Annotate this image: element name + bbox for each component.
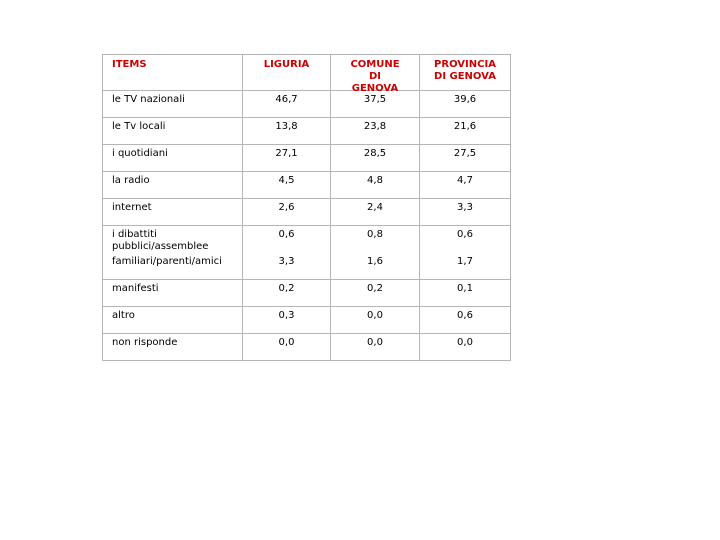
row-provincia: 0,6 (457, 229, 473, 240)
row-item: manifesti (103, 280, 243, 306)
row-liguria: 3,3 (243, 253, 331, 279)
row-provincia: 0,1 (457, 283, 473, 294)
row-provincia: 21,6 (453, 121, 477, 132)
row-item: altro (103, 307, 243, 333)
row-liguria: 27,1 (243, 145, 331, 171)
row-liguria: 0,0 (243, 334, 331, 360)
row-item-dibattiti: i dibattiti pubblici/assemblee (112, 229, 209, 252)
table-row (103, 280, 510, 307)
header-items: ITEMS (103, 55, 243, 90)
row-comune: 28,5 (331, 145, 420, 171)
table-row (103, 118, 510, 145)
row-item: internet (103, 199, 243, 225)
row-comune: 0,8 (331, 226, 420, 279)
row-comune: 2,4 (331, 199, 420, 225)
data-table (102, 54, 511, 361)
row-liguria: 46,7 (243, 91, 331, 117)
row-provincia: 4,7 (457, 175, 473, 186)
header-provincia-di-genova: PROVINCIA DI GENOVA (434, 59, 496, 82)
row-comune: 0,0 (331, 334, 420, 360)
row-comune: 1,6 (331, 253, 420, 279)
row-liguria: 0,2 (243, 280, 331, 306)
header-liguria: LIGURIA (243, 55, 331, 90)
row-provincia: 39,6 (453, 94, 477, 105)
table-row (103, 172, 510, 199)
row-comune: 0,2 (331, 280, 420, 306)
header-comune-di-genova: COMUNE DI GENOVA (331, 55, 420, 90)
table-row (103, 199, 510, 226)
row-item: le TV nazionali (103, 91, 243, 117)
table-row (103, 91, 510, 118)
table-row (103, 145, 510, 172)
row-comune: 4,8 (331, 172, 420, 198)
row-comune: 23,8 (331, 118, 420, 144)
row-comune: 0,0 (331, 307, 420, 333)
row-provincia: 0,0 (457, 337, 473, 348)
row-provincia: 27,5 (453, 148, 477, 159)
row-item: non risponde (103, 334, 243, 360)
row-comune: 37,5 (331, 91, 420, 117)
row-item-familiari: familiari/parenti/amici (103, 253, 243, 279)
row-item: la radio (103, 172, 243, 198)
row-provincia: 3,3 (457, 202, 473, 213)
row-item: i quotidiani (103, 145, 243, 171)
row-liguria: 0,6 (243, 226, 331, 279)
row-provincia: 1,7 (457, 256, 473, 267)
row-liguria: 2,6 (243, 199, 331, 225)
row-provincia: 0,6 (457, 310, 473, 321)
table-row (103, 226, 510, 280)
row-liguria: 0,3 (243, 307, 331, 333)
table-row (103, 334, 510, 360)
row-liguria: 4,5 (243, 172, 331, 198)
table-row (103, 307, 510, 334)
row-item: le Tv locali (103, 118, 243, 144)
table-header-row (103, 55, 510, 94)
row-liguria: 13,8 (243, 118, 331, 144)
